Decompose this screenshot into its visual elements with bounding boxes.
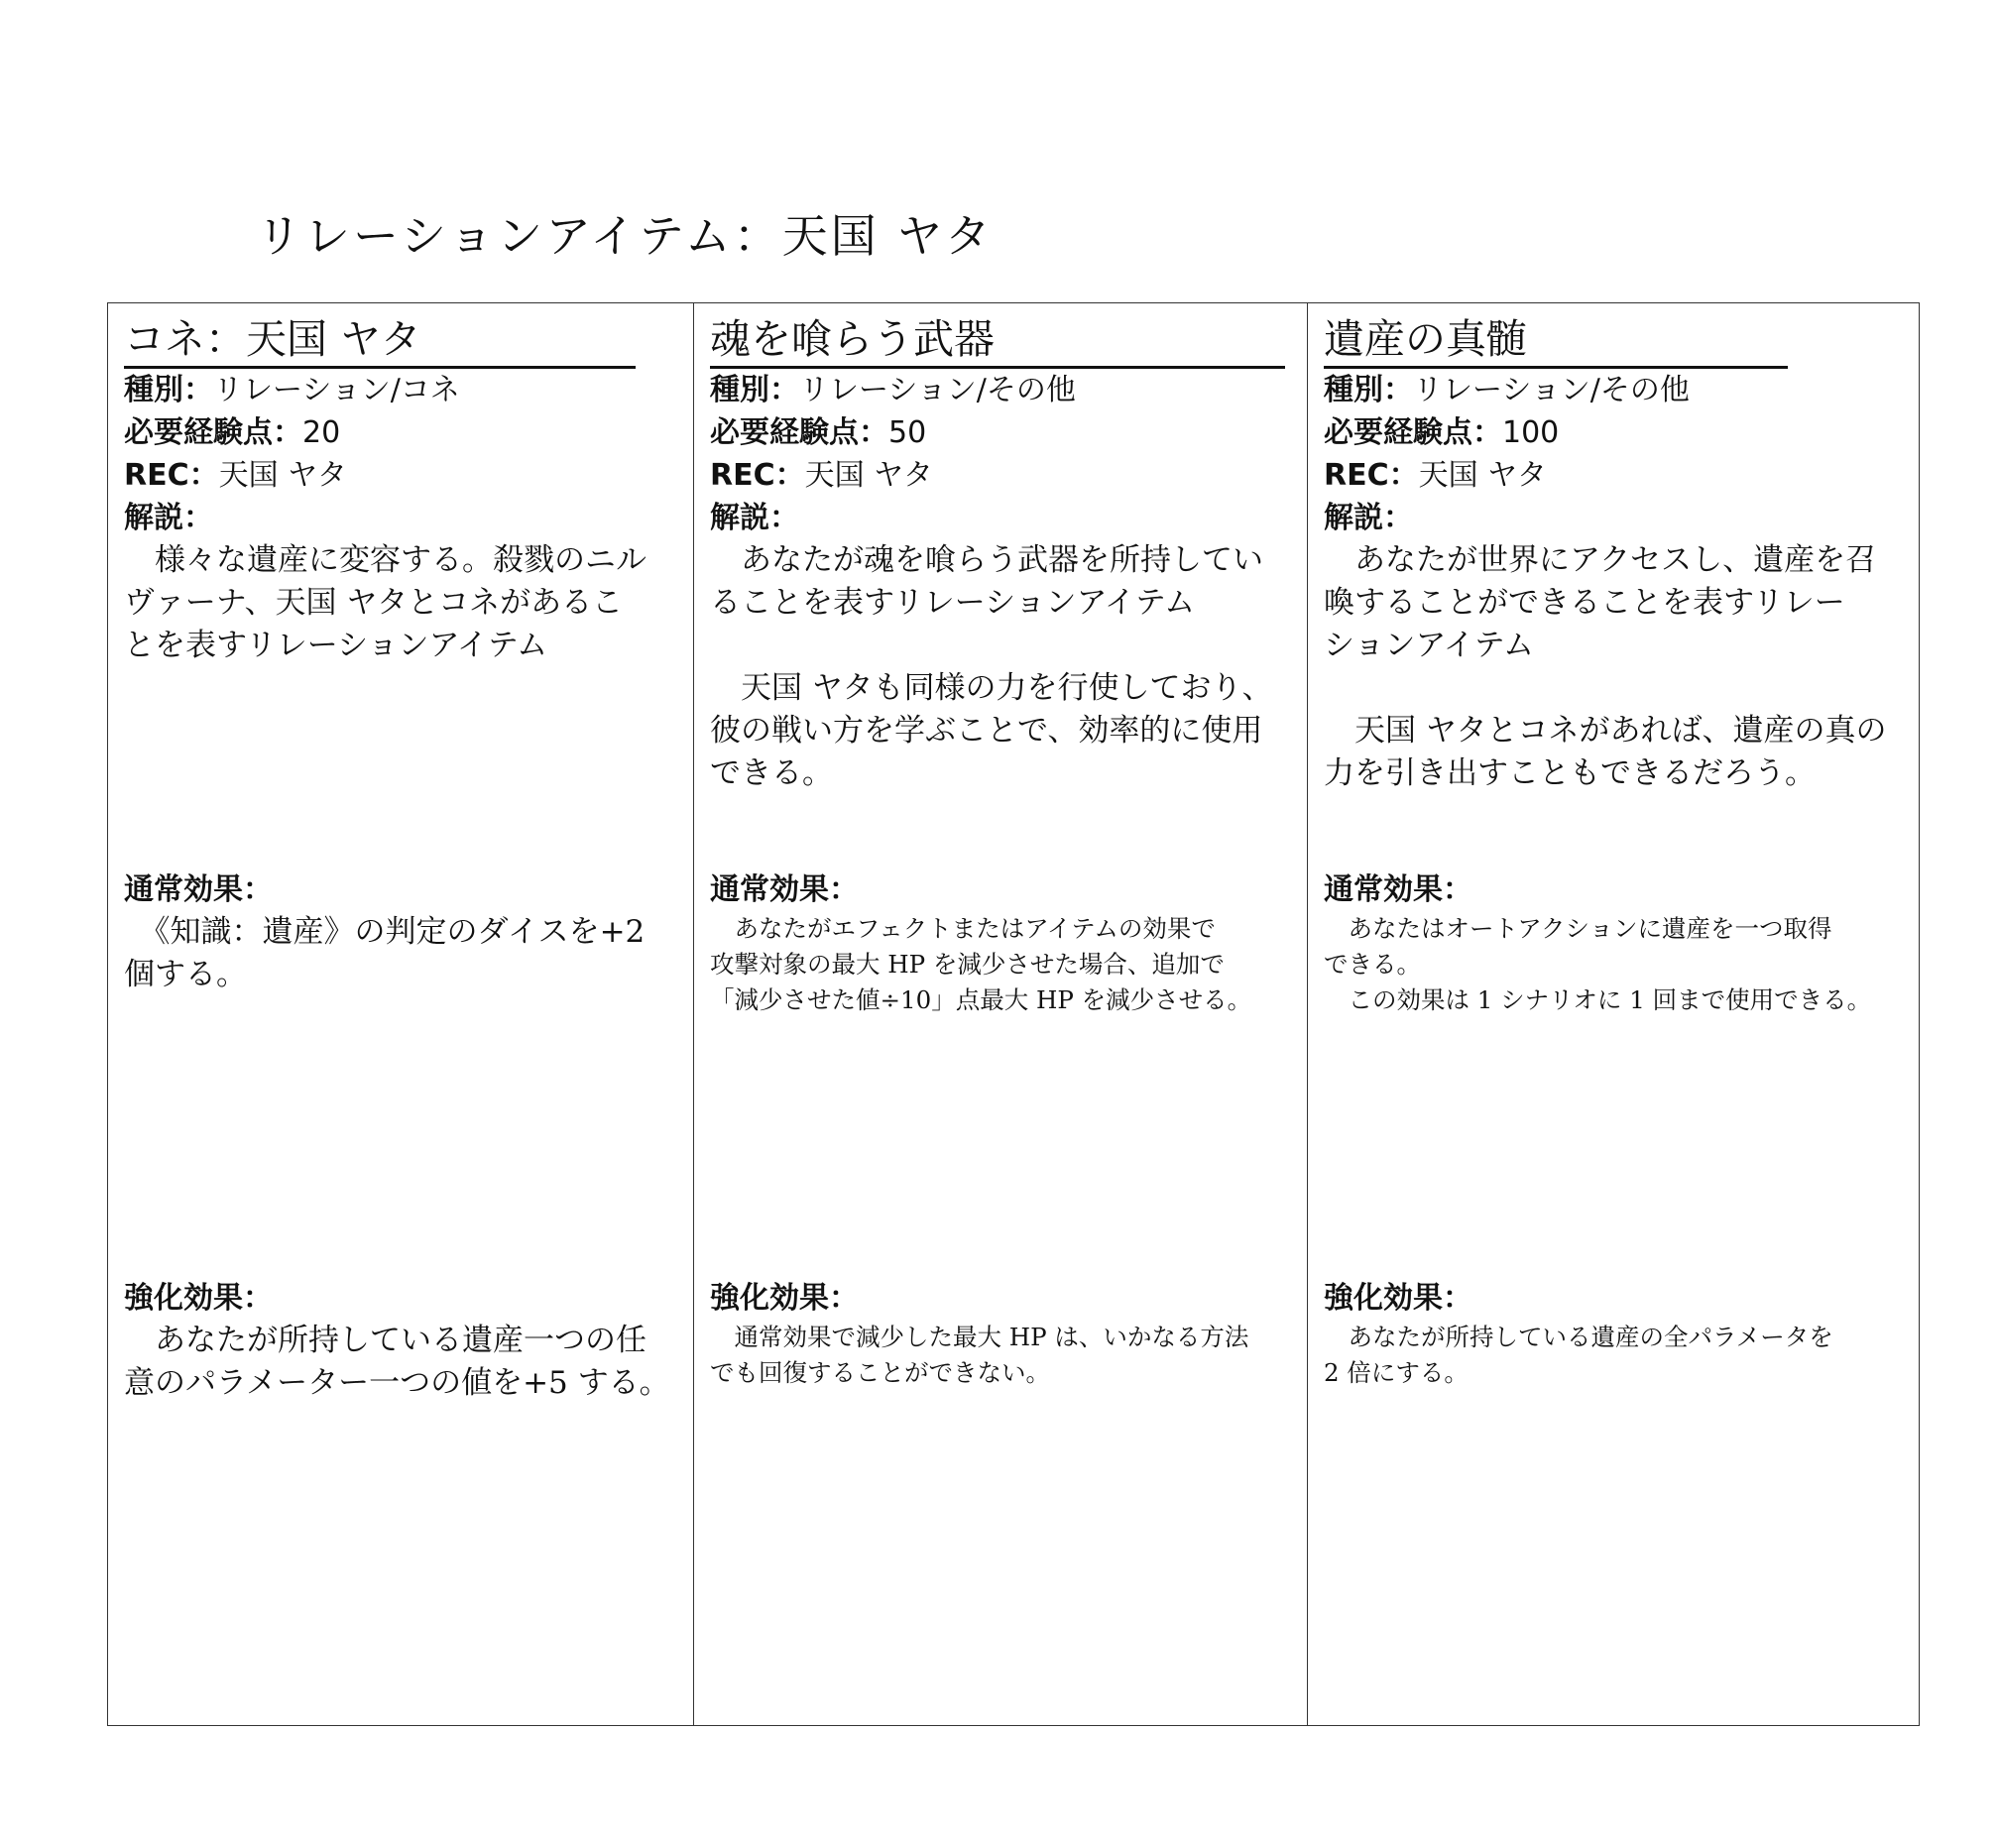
exp-value: 50 — [888, 415, 927, 450]
normal-effect-label: 通常効果： — [1324, 872, 1472, 907]
desc-label: 解説： — [710, 501, 799, 535]
normal-effect-label: 通常効果： — [124, 872, 273, 907]
normal-effect — [124, 868, 681, 996]
type-label: 種別： — [710, 373, 799, 407]
type-row — [1324, 369, 1905, 411]
normal-effect — [1324, 868, 1907, 1018]
exp-row — [124, 411, 679, 454]
normal-effect-text: 《知識：遺産》の判定のダイスを+2 個する。 — [124, 914, 646, 992]
type-row — [710, 369, 1293, 411]
normal-effect-text: あなたはオートアクションに遺産を一つ取得 できる。 この効果は 1 シナリオに 1 回まで使用できる。 — [1324, 914, 1872, 1014]
strong-effect — [710, 1277, 1295, 1391]
normal-effect-text: あなたがエフェクトまたはアイテムの効果で 攻撃対象の最大 HP を減少させた場合、追加で 「減少させた値÷10」点最大 HP を減少させる。 — [710, 914, 1252, 1014]
desc-label: 解説： — [1324, 501, 1413, 535]
rec-value: 天国 ヤタ — [1418, 458, 1547, 493]
type-label: 種別： — [1324, 373, 1413, 407]
normal-effect — [710, 868, 1295, 1018]
type-value: リレーション/コネ — [213, 373, 460, 407]
strong-effect-label: 強化効果： — [710, 1281, 859, 1316]
rec-value: 天国 ヤタ — [218, 458, 347, 493]
item-card-legacy-essence — [1307, 303, 1919, 1725]
exp-row — [1324, 411, 1905, 454]
exp-label: 必要経験点： — [710, 415, 888, 450]
strong-effect-text: 通常効果で減少した最大 HP は、いかなる方法 でも回復することができない。 — [710, 1323, 1249, 1387]
strong-effect-label: 強化効果： — [1324, 1281, 1472, 1316]
exp-label: 必要経験点： — [1324, 415, 1502, 450]
strong-effect-text: あなたが所持している遺産の全パラメータを 2 倍にする。 — [1324, 1323, 1833, 1387]
exp-value: 100 — [1502, 415, 1560, 450]
item-card-connection — [108, 303, 693, 1725]
desc-text: 様々な遺産に変容する。殺戮のニル ヴァーナ、天国 ヤタとコネがあるこ とを表すリレーションアイテム — [124, 542, 647, 663]
item-card-table — [107, 302, 1920, 1726]
rec-label: REC： — [124, 458, 219, 493]
strong-effect-text: あなたが所持している遺産一つの任 意のパラメーター一つの値を+5 する。 — [124, 1323, 670, 1401]
normal-effect-label: 通常効果： — [710, 872, 859, 907]
type-row — [124, 369, 679, 411]
type-value: リレーション/その他 — [799, 373, 1076, 407]
desc-label: 解説： — [124, 501, 213, 535]
card-name: コネ：天国 ヤタ — [124, 309, 636, 369]
page-title: リレーションアイテム：天国 ヤタ — [256, 209, 994, 263]
type-label: 種別： — [124, 373, 213, 407]
card-name: 遺産の真髄 — [1324, 309, 1788, 369]
exp-label: 必要経験点： — [124, 415, 302, 450]
exp-row — [710, 411, 1293, 454]
desc-text: あなたが世界にアクセスし、遺産を召 喚することができることを表すリレー ションアイテム 天国 ヤタとコネがあれば、遺産の真の 力を引き出すこともできるだろう。 — [1324, 542, 1887, 791]
exp-value: 20 — [302, 415, 341, 450]
rec-row — [124, 454, 679, 497]
card-name: 魂を喰らう武器 — [710, 309, 1285, 369]
strong-effect — [1324, 1277, 1907, 1391]
rec-label: REC： — [1324, 458, 1419, 493]
strong-effect-label: 強化効果： — [124, 1281, 273, 1316]
rec-value: 天国 ヤタ — [804, 458, 933, 493]
desc-text: あなたが魂を喰らう武器を所持してい ることを表すリレーションアイテム 天国 ヤタも同様の力を行使しており、 彼の戦い方を学ぶことで、効率的に使用 できる。 — [710, 542, 1273, 791]
item-card-soul-weapon — [693, 303, 1307, 1725]
rec-row — [710, 454, 1293, 497]
rec-row — [1324, 454, 1905, 497]
type-value: リレーション/その他 — [1413, 373, 1690, 407]
strong-effect — [124, 1277, 681, 1405]
rec-label: REC： — [710, 458, 805, 493]
